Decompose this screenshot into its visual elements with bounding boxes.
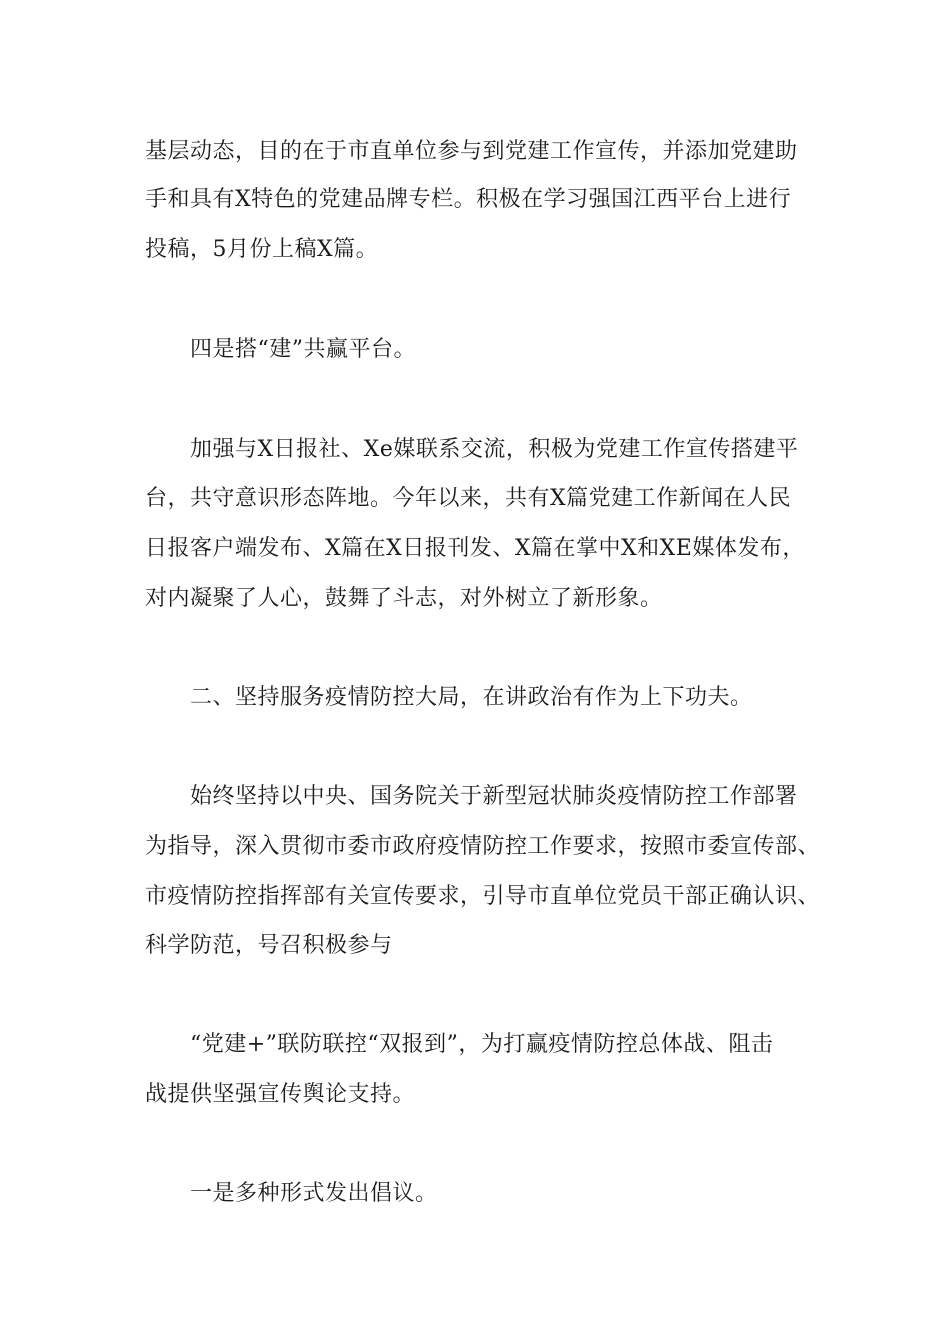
paragraph-line: 台，共守意识形态阵地。今年以来，共有X篇党建工作新闻在人民 <box>145 486 792 511</box>
section-heading: 一是多种形式发出倡议。 <box>190 1181 438 1206</box>
paragraph-line: 科学防范，号召积极参与 <box>145 933 393 958</box>
paragraph-line: 基层动态，目的在于市直单位参与到党建工作宣传，并添加党建助 <box>145 139 798 164</box>
paragraph-line: 手和具有X特色的党建品牌专栏。积极在学习强国江西平台上进行 <box>145 187 792 212</box>
section-heading: 四是搭“建”共赢平台。 <box>190 337 416 362</box>
paragraph-line: 战提供坚强宣传舆论支持。 <box>145 1082 416 1107</box>
paragraph-line: 投稿，5月份上稿X篇。 <box>145 237 379 262</box>
paragraph-line: “党建+”联防联控“双报到”，为打赢疫情防控总体战、阻击 <box>190 1032 774 1057</box>
paragraph-line: 加强与X日报社、Xe媒联系交流，积极为党建工作宣传搭建平 <box>190 437 799 462</box>
paragraph-line: 为指导，深入贯彻市委市政府疫情防控工作要求，按照市委宣传部、 <box>145 834 821 859</box>
paragraph-line: 市疫情防控指挥部有关宣传要求，引导市直单位党员干部正确认识、 <box>145 884 821 909</box>
paragraph-line: 日报客户端发布、X篇在X日报刊发、X篇在掌中X和XE媒体发布， <box>145 536 805 561</box>
paragraph-line: 对内凝聚了人心，鼓舞了斗志，对外树立了新形象。 <box>145 586 663 611</box>
paragraph-line: 始终坚持以中央、国务院关于新型冠状肺炎疫情防控工作部署 <box>190 784 798 809</box>
section-heading: 二、坚持服务疫情防控大局，在讲政治有作为上下功夫。 <box>190 685 753 710</box>
